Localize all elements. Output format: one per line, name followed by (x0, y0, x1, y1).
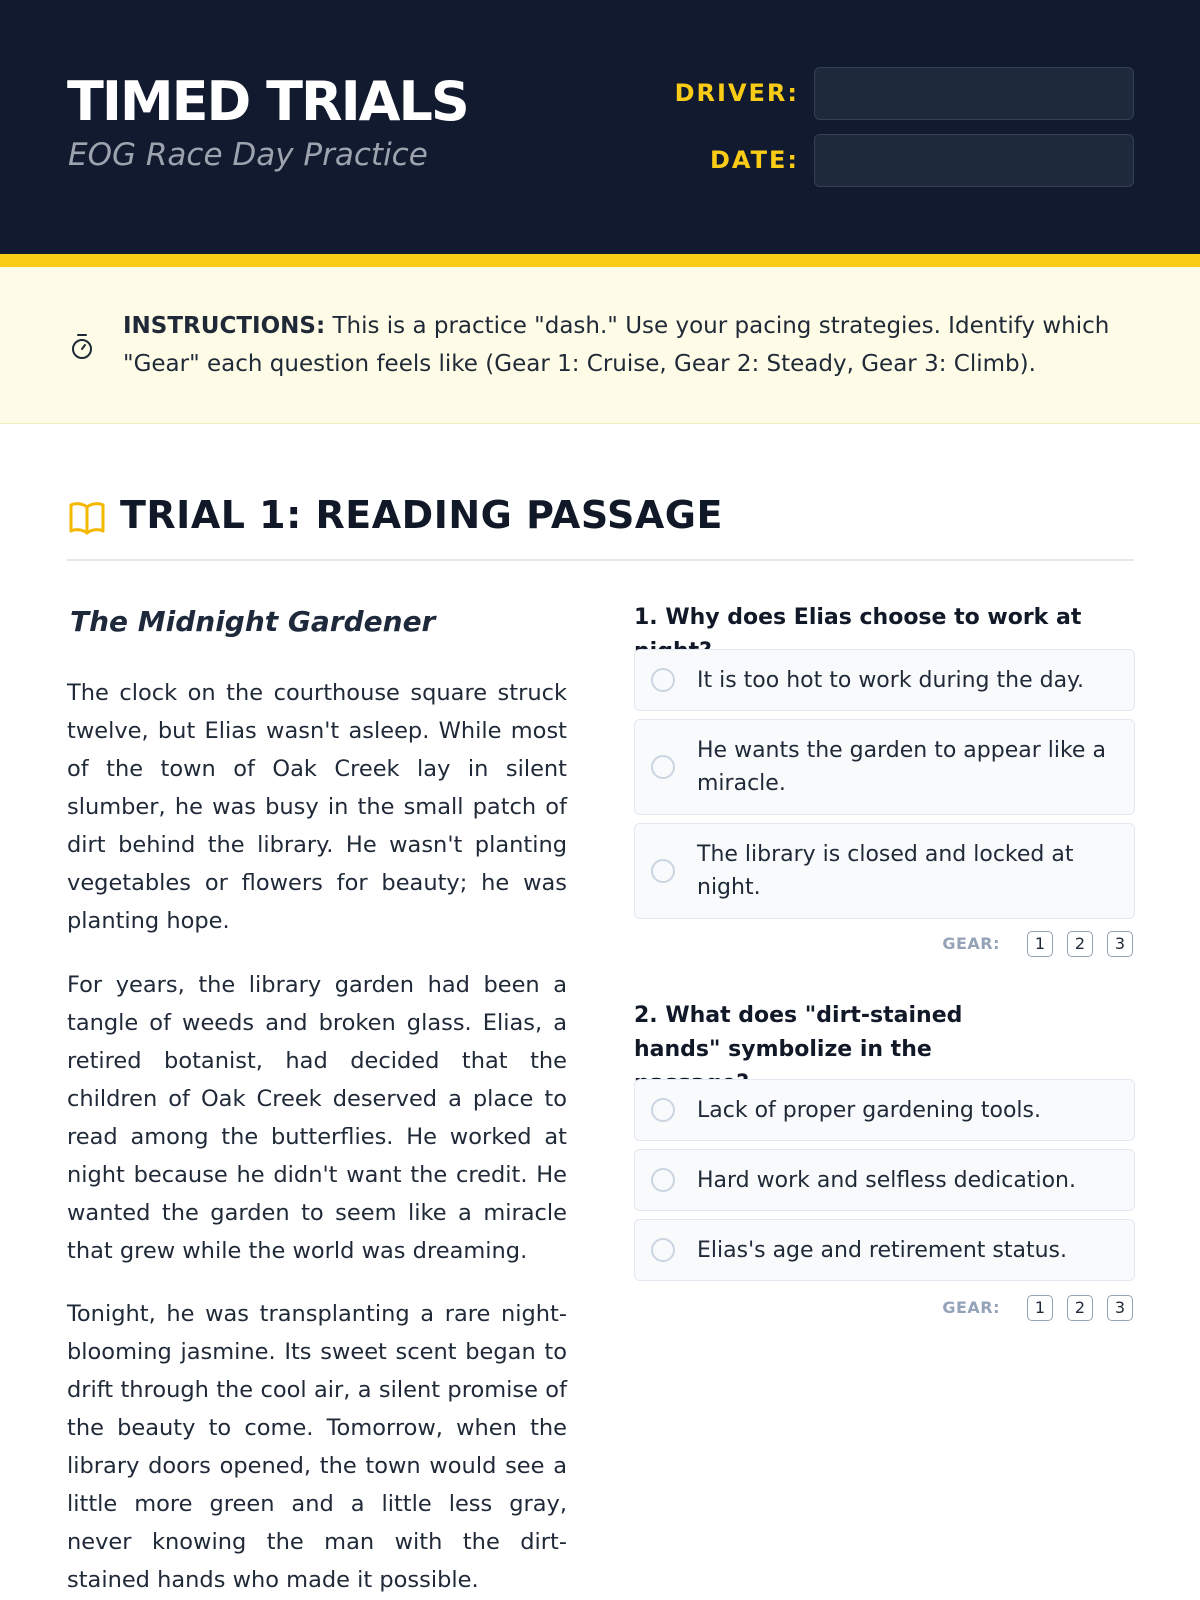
passage-title: The Midnight Gardener (70, 605, 436, 638)
instructions-body: This is a practice "dash." Use your pacing strategies. Identify which "Gear" each question feels like (Gear 1: Cruise, Gear 2: Steady, Gear 3: Climb). (123, 313, 1110, 377)
section-title: TRIAL 1: READING PASSAGE (120, 493, 723, 537)
date-label: DATE: (710, 146, 799, 174)
question-1-gear-selector (634, 931, 1134, 959)
driver-label: DRIVER: (674, 79, 799, 107)
option-label: It is too hot to work during the day. (697, 667, 1084, 693)
option-label: Elias's age and retirement status. (697, 1237, 1067, 1263)
date-field[interactable] (814, 134, 1134, 187)
page-subtitle: EOG Race Day Practice (68, 137, 428, 173)
question-2-option-a[interactable] (634, 1079, 1135, 1141)
gear-3-button[interactable]: 3 (1107, 1295, 1133, 1321)
gear-2-button[interactable]: 2 (1067, 931, 1093, 957)
instructions-label: INSTRUCTIONS: (123, 313, 326, 339)
question-1-option-a[interactable] (634, 649, 1135, 711)
question-1-option-c[interactable] (634, 823, 1135, 919)
radio-button[interactable] (651, 668, 675, 692)
driver-field[interactable] (814, 67, 1134, 120)
radio-button[interactable] (651, 1168, 675, 1192)
passage-paragraph: Tonight, he was transplanting a rare night-blooming jasmine. Its sweet scent began to drift through the cool air, a silent promise of the beauty to come. Tomorrow, when the library doors opened, the town would see a little more green and a little less gray, never knowing the man with the dirt-stained hands who made it possible. (67, 1301, 567, 1593)
radio-button[interactable] (651, 1098, 675, 1122)
question-1-title: 1. Why does Elias choose to work at (634, 605, 1082, 630)
option-label: Lack of proper gardening tools. (697, 1097, 1041, 1123)
radio-button[interactable] (651, 859, 675, 883)
gear-label: GEAR: (942, 934, 1000, 953)
gear-label: GEAR: (942, 1298, 1000, 1317)
stopwatch-icon (70, 333, 94, 361)
question-2-option-c[interactable] (634, 1219, 1135, 1281)
section-divider (67, 559, 1134, 561)
passage-paragraph: For years, the library garden had been a tangle of weeds and broken glass. Elias, a retired botanist, had decided that the children of Oak Creek deserved a place to read among the butterflies. He worked at night because he didn't want the credit. He wanted the garden to seem like a miracle that grew while the world was dreaming. (67, 972, 567, 1264)
radio-button[interactable] (651, 755, 675, 779)
question-2-gear-selector (634, 1295, 1134, 1323)
option-label: The library is closed and locked at night. (697, 842, 1074, 900)
gear-1-button[interactable]: 1 (1027, 931, 1053, 957)
header-accent-stripe (0, 254, 1200, 267)
page-title: TIMED TRIALS (67, 70, 468, 133)
book-icon (68, 500, 106, 536)
option-label: Hard work and selfless dedication. (697, 1167, 1076, 1193)
question-2-title: 2. What does "dirt-stained hands" symbolize in the (634, 1003, 963, 1062)
gear-2-button[interactable]: 2 (1067, 1295, 1093, 1321)
radio-button[interactable] (651, 1238, 675, 1262)
passage-paragraph: The clock on the courthouse square struck twelve, but Elias wasn't asleep. While most of the town of Oak Creek lay in silent slumber, he was busy in the small patch of dirt behind the library. He wasn't planting vegetables or flowers for beauty; he was planting hope. (67, 680, 567, 934)
option-label: He wants the garden to appear like a miracle. (697, 738, 1106, 796)
gear-1-button[interactable]: 1 (1027, 1295, 1053, 1321)
question-2-option-b[interactable] (634, 1149, 1135, 1211)
gear-3-button[interactable]: 3 (1107, 931, 1133, 957)
question-1-option-b[interactable] (634, 719, 1135, 815)
instructions-text (123, 307, 1123, 383)
